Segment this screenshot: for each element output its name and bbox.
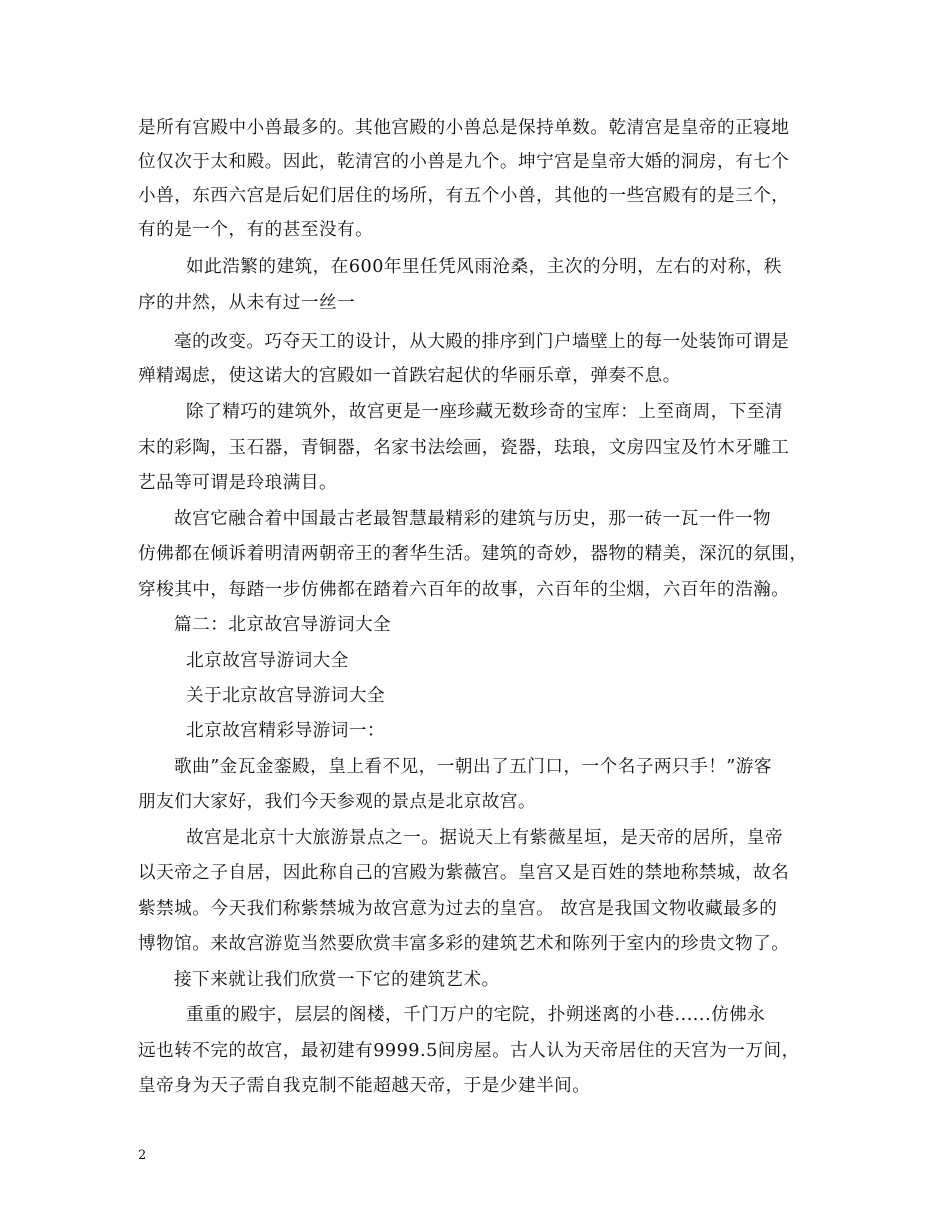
text-line: 序的井然，从未有过一丝一 xyxy=(138,293,356,313)
text-line: 小兽，东西六宫是后妃们居住的场所，有五个小兽，其他的一些宫殿有的是三个， xyxy=(138,186,790,206)
text-line: 博物馆。来故宫游览当然要欣赏丰富多彩的建筑艺术和陈列于室内的珍贵文物了。 xyxy=(138,934,790,954)
section-heading: 篇二：北京故宫导游词大全 xyxy=(174,615,392,635)
text-line: 故宫是北京十大旅游景点之一。据说天上有紫薇星垣，是天帝的居所，皇帝 xyxy=(186,828,784,848)
text-line: 有的是一个，有的甚至没有。 xyxy=(138,220,374,240)
text-line: 仿佛都在倾诉着明清两朝帝王的奢华生活。建筑的奇妙，器物的精美，深沉的氛围， xyxy=(138,544,808,564)
text-line: 艺品等可谓是玲琅满目。 xyxy=(138,473,338,493)
section-subheading: 北京故宫精彩导游词一： xyxy=(186,721,386,741)
text-line: 远也转不完的故宫，最初建有9999.5间房屋。古人认为天帝居住的天宫为一万间， xyxy=(138,1041,800,1061)
text-line: 歌曲”金瓦金銮殿，皇上看不见，一朝出了五门口，一个名子两只手！”游客 xyxy=(174,757,772,777)
page-number: 2 xyxy=(138,1148,147,1163)
text-line: 除了精巧的建筑外，故宫更是一座珍藏无数珍奇的宝库：上至商周，下至清 xyxy=(186,402,784,422)
text-line: 毫的改变。巧夺天工的设计，从大殿的排序到门户墙壁上的每一处装饰可谓是 xyxy=(174,332,790,352)
text-line: 位仅次于太和殿。因此，乾清宫的小兽是九个。坤宁宫是皇帝大婚的洞房，有七个 xyxy=(138,152,790,172)
text-line: 末的彩陶，玉石器，青铜器，名家书法绘画，瓷器，珐琅，文房四宝及竹木牙雕工 xyxy=(138,438,790,458)
text-line: 重重的殿宇，层层的阁楼，千门万户的宅院，扑朔迷离的小巷......仿佛永 xyxy=(186,1005,766,1025)
text-line: 以天帝之子自居，因此称自己的宫殿为紫薇宫。皇宫又是百姓的禁地称禁城，故名 xyxy=(138,863,790,883)
text-line: 皇帝身为天子需自我克制不能超越天帝，于是少建半间。 xyxy=(138,1076,591,1096)
section-subtitle: 关于北京故宫导游词大全 xyxy=(186,686,386,706)
text-line: 故宫它融合着中国最古老最智慧最精彩的建筑与历史，那一砖一瓦一件一物 xyxy=(174,509,772,529)
text-line: 朋友们大家好，我们今天参观的景点是北京故宫。 xyxy=(138,792,537,812)
text-line: 如此浩繁的建筑，在600年里任凭风雨沧桑，主次的分明，左右的对称，秩 xyxy=(186,257,782,277)
text-line: 是所有宫殿中小兽最多的。其他宫殿的小兽总是保持单数。乾清宫是皇帝的正寝地 xyxy=(138,118,790,138)
text-line: 接下来就让我们欣赏一下它的建筑艺术。 xyxy=(174,970,500,990)
text-line: 穿梭其中，每踏一步仿佛都在踏着六百年的故事，六百年的尘烟，六百年的浩瀚。 xyxy=(138,580,790,600)
text-line: 殚精竭虑，使这诺大的宫殿如一首跌宕起伏的华丽乐章，弹奏不息。 xyxy=(138,366,681,386)
section-title: 北京故宫导游词大全 xyxy=(186,651,349,671)
text-line: 紫禁城。今天我们称紫禁城为故宫意为过去的皇宫。 故宫是我国文物收藏最多的 xyxy=(138,899,778,919)
